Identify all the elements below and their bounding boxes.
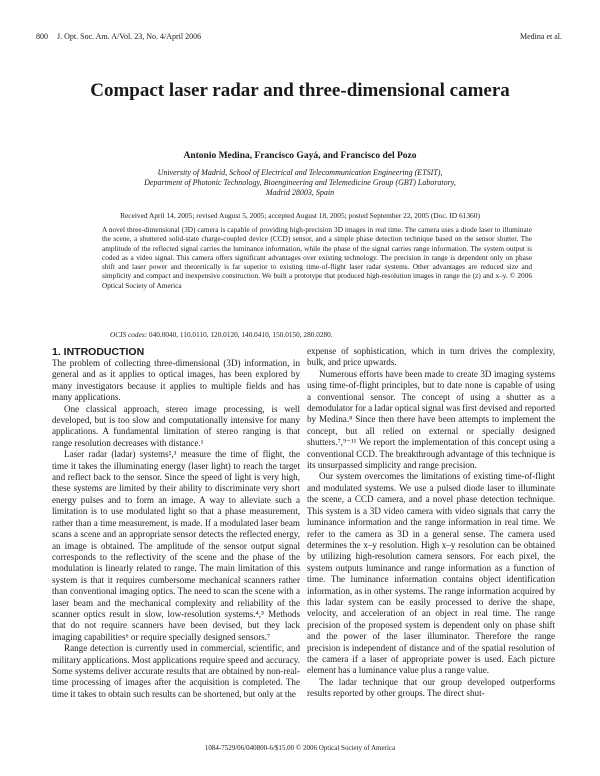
paper-title: Compact laser radar and three-dimensional camera xyxy=(90,80,510,101)
paragraph: Our system overcomes the limitations of existing time-of-flight and modulated systems. We use a pulsed diode laser to illuminate the scene, a CCD camera, and a novel phase detection technique. This system is a 3D video camera with video signals that carry the luminance information and the range information in real time. We refer to the camera as 3D in a general sense. The camera used determines the x–y resolution. High x–y resolution can be obtained by utilizing high-resolution camera sensors. For each pixel, the system outputs luminance and range information as a function of time. The luminance information contains object identification information, as in other systems. The range information acquired by this ladar system can be easily processed to derive the shape, velocity, and acceleration of an object in real time. The range precision of the proposed system is dependent only on phase shift and the power of the laser illuminator. Therefore the range precision is independent of distance and of the spatial resolution of the camera if a laser of appropriate power is used. Each picture element has a luminance value plus a range value. xyxy=(307,471,555,676)
affiliation-line: Madrid 28003, Spain xyxy=(265,188,335,197)
paragraph: Range detection is currently used in commercial, scientific, and military applications. Most applications require speed and accuracy. Some systems deliver accurate results that are obtained by non-real-time processing of images after the acquisition is completed. The time it takes to obtain such results can be shortened, but only at the xyxy=(52,643,300,699)
page-number: 800 xyxy=(36,32,48,41)
paragraph: Numerous efforts have been made to create 3D imaging systems using time-of-flight principles, but to date none is capable of using a conventional sensor. The concept of using a shutter as a demodulator for a ladar optical signal was first devised and reported by Medina.⁸ Since then there have been attempts to implement the concept, but all relied on external or specially designed shutters.⁷,⁹⁻¹¹ We report the implementation of this concept using a conventional CCD. The breakthrough advantage of this technique is its unsurpassed simplicity and range precision. xyxy=(307,368,555,471)
abstract: A novel three-dimensional (3D) camera is capable of providing high-precision 3D images in real time. The camera uses a diode laser to illuminate the scene, a shuttered solid-state charge-coupled device (CCD) sensor, and a simple phase detection technique based on the sensor shutter. The amplitude of the reflected signal carries the luminance information, while the phase of the signal carries range information. The system output is coded as a video signal. This camera offers significant advantages over existing technology. The precision in range is dependent only on phase shift and laser power and theoretically is far superior to existing time-of-flight laser radar systems. Other advantages are reduced size and simplicity and compact and inexpensive construction. We built a prototype that produced high-resolution images in range the (z) and x–y. © 2006 Optical Society of America xyxy=(102,225,532,290)
affiliation xyxy=(40,168,560,198)
section-heading: 1. INTRODUCTION xyxy=(52,346,145,358)
ocis-label: OCIS codes: xyxy=(110,330,148,339)
paragraph: The ladar technique that our group developed outperforms results reported by other groups. The direct shut- xyxy=(307,676,555,699)
left-column xyxy=(52,346,300,700)
running-author: Medina et al. xyxy=(520,32,562,41)
journal-citation: J. Opt. Soc. Am. A/Vol. 23, No. 4/April 2006 xyxy=(57,32,202,41)
affiliation-line: University of Madrid, School of Electrical and Telecommunication Engineering (ETSIT), xyxy=(157,168,443,177)
footer-copyright: 1084-7529/06/040800-6/$15.00 © 2006 Optical Society of America xyxy=(204,744,396,752)
paragraph: expense of sophistication, which in turn drives the complexity, bulk, and price upwards. xyxy=(307,346,555,368)
ocis-codes xyxy=(110,330,333,339)
paragraph: The problem of collecting three-dimensional (3D) information, in general and as it applies to optical images, has been explored by many investigators because it applies to multiple fields and has many applications. xyxy=(52,358,300,403)
paragraph: Laser radar (ladar) systems²,³ measure the time of flight, the time it takes the illuminating energy (laser light) to reach the target and reflect back to the sensor. Since the speed of light is very high, these systems are limited by their ability to discriminate very short energy pulses and to form an image. A way to alleviate such a limitation is to use modulated light so that a phase measurement, rather than a time measurement, is made. If a modulated laser beam scans a scene and an appropriate sensor detects the reflected energy, an image is obtained. The amplitude of the sensor output signal corresponds to the reflectivity of the scene and the phase of the modulation is linearly related to range. The main limitation of this system is that it requires cumbersome mechanical scanners rather than conventional imaging optics. The need to scan the scene with a laser beam and the mechanical complexity and reliability of the scanner optics result in slow, low-resolution systems.⁴,⁵ Methods that do not require scanners have been devised, but they lack imaging capabilities⁶ or require specially designed sensors.⁷ xyxy=(52,449,300,642)
paragraph: One classical approach, stereo image processing, is well developed, but is too slow and computationally intensive for many applications. A fundamental limitation of stereo ranging is that range resolution decreases with distance.¹ xyxy=(52,403,300,448)
received-dates: Received April 14, 2005; revised August 5, 2005; accepted August 18, 2005; posted September 22, 2005 (Doc. ID 61360) xyxy=(120,211,480,220)
ocis-values: 040.0040, 110.0110, 120.0120, 140.0410, 150.0150, 280.0280. xyxy=(147,330,333,339)
affiliation-line: Department of Photonic Technology, Bioengineering and Telemedicine Group (GBT) Laboratory, xyxy=(144,178,456,187)
right-column xyxy=(307,346,555,700)
author-list: Antonio Medina, Francisco Gayá, and Francisco del Pozo xyxy=(183,151,417,161)
